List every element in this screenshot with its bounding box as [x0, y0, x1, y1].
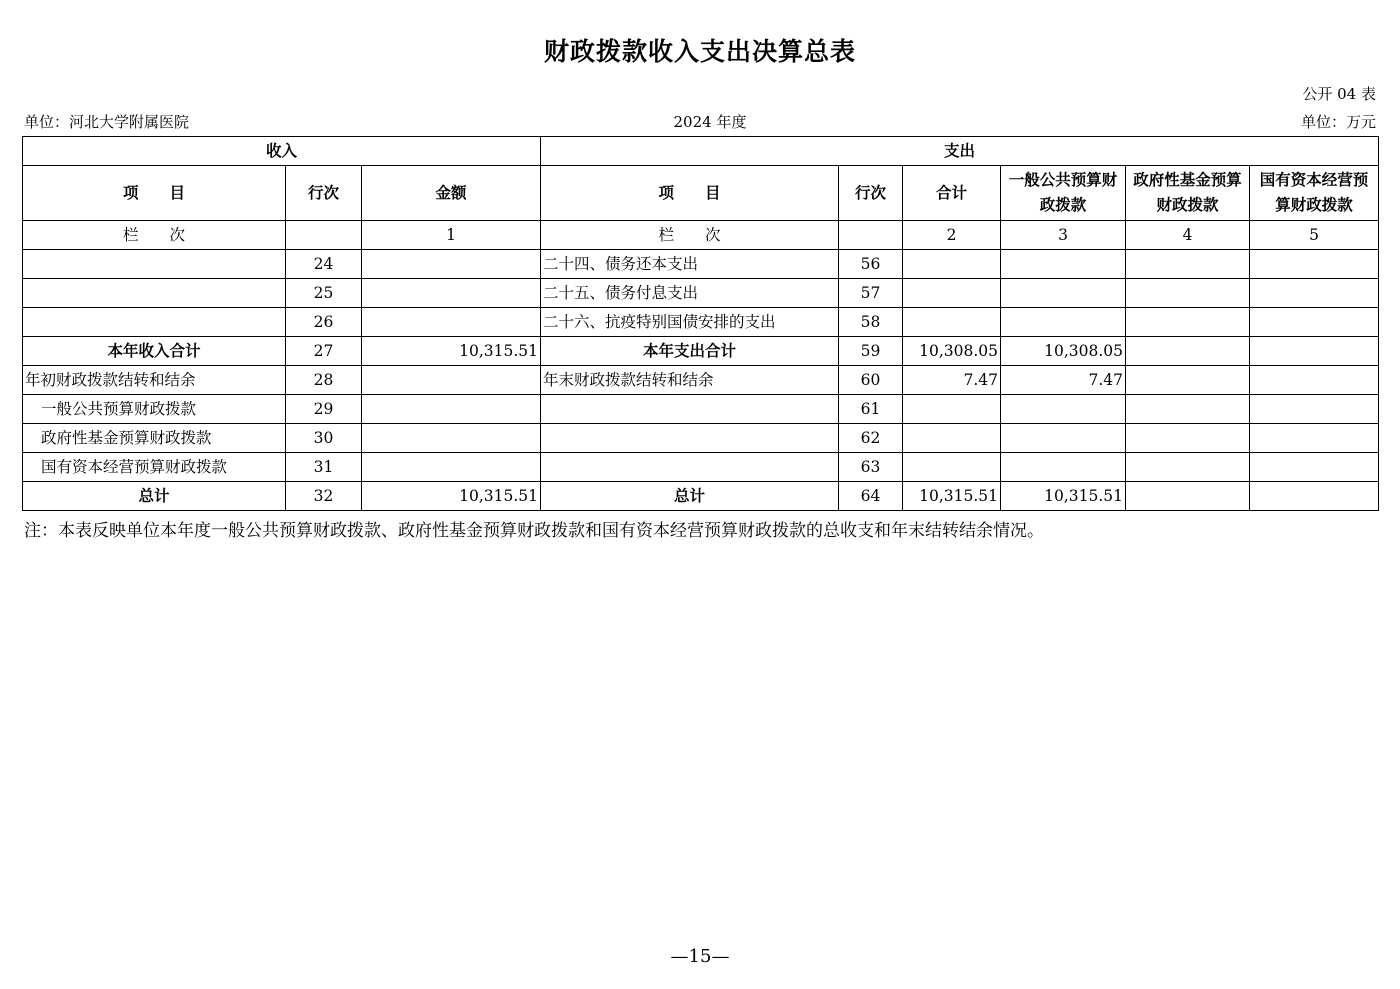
income-amount	[362, 424, 541, 453]
income-amount: 10,315.51	[362, 337, 541, 366]
expense-item-header: 项 目	[541, 166, 839, 221]
state-capital-value	[1250, 453, 1379, 482]
budget-table	[22, 136, 1379, 511]
general-budget-value	[1001, 453, 1126, 482]
expense-row-no: 62	[839, 424, 903, 453]
general-budget-value	[1001, 279, 1126, 308]
document-title: 财政拨款收入支出决算总表	[543, 37, 856, 66]
income-row-no: 30	[286, 424, 362, 453]
income-row-no: 26	[286, 308, 362, 337]
table-row	[23, 279, 1379, 308]
income-amount	[362, 308, 541, 337]
expense-row-no: 56	[839, 250, 903, 279]
income-row-no: 25	[286, 279, 362, 308]
income-item	[23, 308, 286, 337]
expense-total	[903, 395, 1001, 424]
expense-item: 总计	[541, 482, 839, 511]
currency-unit: 单位：万元	[1300, 113, 1376, 131]
table-row	[23, 337, 1379, 366]
column-index-4: 4	[1126, 221, 1250, 250]
expense-row-no: 59	[839, 337, 903, 366]
expense-total: 10,308.05	[903, 337, 1001, 366]
income-amount-header: 金额	[362, 166, 541, 221]
expense-item: 二十五、债务付息支出	[541, 279, 839, 308]
income-row-no: 27	[286, 337, 362, 366]
gov-fund-value	[1126, 395, 1250, 424]
expense-row-no: 58	[839, 308, 903, 337]
column-index-label-2: 栏 次	[541, 221, 839, 250]
income-row-no: 32	[286, 482, 362, 511]
state-capital-header: 国有资本经营预算财政拨款	[1250, 166, 1379, 221]
state-capital-value	[1250, 250, 1379, 279]
expense-total	[903, 453, 1001, 482]
income-item: 年初财政拨款结转和结余	[23, 366, 286, 395]
gov-fund-value	[1126, 308, 1250, 337]
state-capital-value	[1250, 395, 1379, 424]
expense-row-no: 57	[839, 279, 903, 308]
expense-item: 二十四、债务还本支出	[541, 250, 839, 279]
table-row	[23, 424, 1379, 453]
table-row	[23, 482, 1379, 511]
column-index-3: 3	[1001, 221, 1126, 250]
income-item: 一般公共预算财政拨款	[23, 395, 286, 424]
expense-total-header: 合计	[903, 166, 1001, 221]
state-capital-value	[1250, 279, 1379, 308]
column-index-5: 5	[1250, 221, 1379, 250]
expense-item	[541, 424, 839, 453]
expense-total: 10,315.51	[903, 482, 1001, 511]
income-section-header: 收入	[23, 137, 541, 166]
column-index-1: 1	[362, 221, 541, 250]
state-capital-value	[1250, 366, 1379, 395]
income-row-no-header: 行次	[286, 166, 362, 221]
column-index-blank	[286, 221, 362, 250]
gov-fund-value	[1126, 482, 1250, 511]
income-amount	[362, 366, 541, 395]
expense-row-no: 60	[839, 366, 903, 395]
general-budget-value: 10,308.05	[1001, 337, 1126, 366]
expense-total	[903, 279, 1001, 308]
page-number: —15—	[670, 946, 730, 967]
income-row-no: 28	[286, 366, 362, 395]
income-item: 政府性基金预算财政拨款	[23, 424, 286, 453]
state-capital-value	[1250, 337, 1379, 366]
column-index-blank-2	[839, 221, 903, 250]
general-budget-header: 一般公共预算财政拨款	[1001, 166, 1126, 221]
table-row	[23, 308, 1379, 337]
general-budget-value	[1001, 308, 1126, 337]
expense-section-header: 支出	[541, 137, 1379, 166]
income-amount	[362, 279, 541, 308]
general-budget-value: 7.47	[1001, 366, 1126, 395]
income-item: 总计	[23, 482, 286, 511]
expense-row-no: 61	[839, 395, 903, 424]
table-note: 注：本表反映单位本年度一般公共预算财政拨款、政府性基金预算财政拨款和国有资本经营预算财政拨款的总收支和年末结转结余情况。	[24, 521, 1044, 541]
income-item	[23, 279, 286, 308]
gov-fund-header: 政府性基金预算财政拨款	[1126, 166, 1250, 221]
reporting-unit: 单位：河北大学附属医院	[24, 113, 190, 131]
income-item-header: 项 目	[23, 166, 286, 221]
gov-fund-value	[1126, 250, 1250, 279]
income-row-no: 29	[286, 395, 362, 424]
table-row	[23, 366, 1379, 395]
general-budget-value	[1001, 424, 1126, 453]
gov-fund-value	[1126, 366, 1250, 395]
income-item: 国有资本经营预算财政拨款	[23, 453, 286, 482]
gov-fund-value	[1126, 279, 1250, 308]
form-number: 公开 04 表	[1302, 85, 1376, 103]
general-budget-value: 10,315.51	[1001, 482, 1126, 511]
income-amount	[362, 453, 541, 482]
income-amount	[362, 250, 541, 279]
expense-row-no: 63	[839, 453, 903, 482]
expense-item	[541, 453, 839, 482]
income-item: 本年收入合计	[23, 337, 286, 366]
income-row-no: 31	[286, 453, 362, 482]
expense-item: 本年支出合计	[541, 337, 839, 366]
expense-item: 二十六、抗疫特别国债安排的支出	[541, 308, 839, 337]
expense-total	[903, 308, 1001, 337]
expense-row-no-header: 行次	[839, 166, 903, 221]
income-item	[23, 250, 286, 279]
column-index-label: 栏 次	[23, 221, 286, 250]
state-capital-value	[1250, 308, 1379, 337]
general-budget-value	[1001, 250, 1126, 279]
expense-total	[903, 250, 1001, 279]
fiscal-year: 2024 年度	[673, 113, 747, 131]
table-row	[23, 250, 1379, 279]
table-row	[23, 453, 1379, 482]
gov-fund-value	[1126, 337, 1250, 366]
expense-row-no: 64	[839, 482, 903, 511]
income-amount	[362, 395, 541, 424]
general-budget-value	[1001, 395, 1126, 424]
expense-item	[541, 395, 839, 424]
table-row	[23, 395, 1379, 424]
section-header-row	[23, 137, 1379, 166]
state-capital-value	[1250, 424, 1379, 453]
gov-fund-value	[1126, 424, 1250, 453]
expense-total	[903, 424, 1001, 453]
expense-total: 7.47	[903, 366, 1001, 395]
income-row-no: 24	[286, 250, 362, 279]
column-index-2: 2	[903, 221, 1001, 250]
column-header-row	[23, 166, 1379, 221]
state-capital-value	[1250, 482, 1379, 511]
gov-fund-value	[1126, 453, 1250, 482]
expense-item: 年末财政拨款结转和结余	[541, 366, 839, 395]
income-amount: 10,315.51	[362, 482, 541, 511]
column-index-row	[23, 221, 1379, 250]
